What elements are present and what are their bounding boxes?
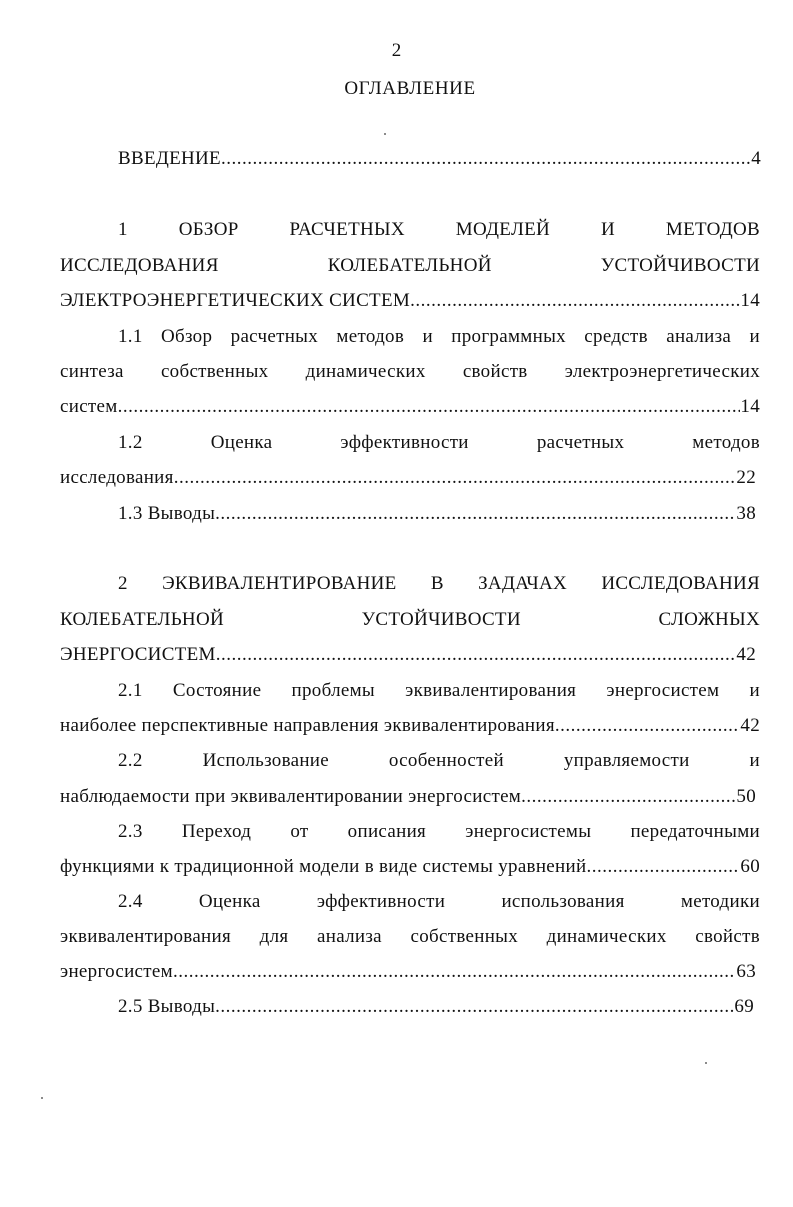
word: синтеза	[60, 361, 124, 382]
toc-section-2-3-line-2[interactable]	[60, 852, 760, 882]
word: от	[290, 821, 309, 842]
page-number: 2	[391, 40, 402, 61]
word: расчетных	[230, 326, 319, 347]
page-title: ОГЛАВЛЕНИЕ	[344, 78, 476, 99]
word: расчетных	[536, 432, 625, 453]
word: динамических	[305, 361, 426, 382]
toc-section-2-4-line-2[interactable]	[60, 922, 760, 952]
toc-page-number: 4	[751, 148, 761, 169]
word: ОБЗОР	[178, 219, 239, 240]
word: и	[749, 326, 760, 347]
word: Использование	[202, 750, 329, 771]
word: 1	[118, 219, 128, 240]
leader-dots	[555, 711, 740, 741]
toc-chapter-2-line-3[interactable]	[60, 640, 756, 670]
leader-dots	[216, 640, 737, 670]
word: 1.1	[118, 326, 143, 347]
word: методов	[336, 326, 405, 347]
word: МОДЕЛЕЙ	[455, 219, 551, 240]
leader-dots	[521, 782, 736, 812]
word: Обзор	[161, 326, 213, 347]
toc-entry-title: наблюдаемости при эквивалентировании энергосистем	[60, 786, 522, 807]
toc-section-2-2-line-1[interactable]	[118, 746, 760, 776]
toc-page-number: 50	[736, 786, 756, 807]
word: ИССЛЕДОВАНИЯ	[601, 573, 760, 594]
word: и	[749, 680, 760, 701]
word: СЛОЖНЫХ	[658, 609, 760, 630]
leader-dots	[173, 957, 736, 987]
toc-page-number: 60	[740, 856, 760, 877]
scan-speck	[41, 1097, 43, 1099]
word: собственных	[160, 361, 269, 382]
scan-speck	[384, 133, 386, 135]
word: эффективности	[316, 891, 446, 912]
toc-section-1-3[interactable]	[118, 499, 756, 529]
toc-page-number: 14	[740, 290, 760, 311]
word: эквивалентирования	[405, 680, 577, 701]
toc-page-number: 63	[736, 961, 756, 982]
toc-page-number: 38	[736, 503, 756, 524]
word: КОЛЕБАТЕЛЬНОЙ	[60, 609, 224, 630]
word: свойств	[462, 361, 528, 382]
word: эквивалентирования	[60, 926, 232, 947]
toc-chapter-2-line-2[interactable]	[60, 605, 760, 635]
leader-dots	[118, 392, 741, 422]
word: Состояние	[172, 680, 262, 701]
toc-chapter-1-line-1[interactable]	[118, 215, 760, 245]
word: анализа	[317, 926, 382, 947]
toc-entry-title: ЭЛЕКТРОЭНЕРГЕТИЧЕСКИХ СИСТЕМ	[60, 290, 411, 311]
word: энергосистем	[606, 680, 720, 701]
word: И	[600, 219, 615, 240]
word: энергосистемы	[465, 821, 592, 842]
word: передаточными	[630, 821, 760, 842]
leader-dots	[215, 992, 734, 1022]
toc-section-2-3-line-1[interactable]	[118, 817, 760, 847]
toc-entry-intro[interactable]	[118, 144, 761, 174]
word: Оценка	[198, 891, 261, 912]
word: собственных	[410, 926, 519, 947]
word: использования	[501, 891, 625, 912]
toc-page-number: 22	[736, 467, 756, 488]
toc-section-1-1-line-1[interactable]	[118, 322, 760, 352]
word: 2.2	[118, 750, 143, 771]
leader-dots	[586, 852, 740, 882]
word: проблемы	[291, 680, 375, 701]
word: 2.1	[118, 680, 143, 701]
word: динамических	[546, 926, 667, 947]
word: ИССЛЕДОВАНИЯ	[60, 255, 219, 276]
word: анализа	[666, 326, 732, 347]
toc-entry-title: наиболее перспективные направления эквивалентирования	[60, 715, 555, 736]
leader-dots	[174, 463, 737, 493]
word: описания	[347, 821, 427, 842]
word: 2	[118, 573, 128, 594]
word: и	[749, 750, 760, 771]
word: В	[430, 573, 444, 594]
toc-section-2-1-line-2[interactable]	[60, 711, 760, 741]
toc-section-1-1-line-2[interactable]	[60, 357, 760, 387]
word: ЭКВИВАЛЕНТИРОВАНИЕ	[162, 573, 397, 594]
leader-dots	[221, 144, 751, 174]
toc-section-2-5[interactable]	[118, 992, 754, 1022]
word: для	[259, 926, 289, 947]
toc-entry-title: 1.3 Выводы	[118, 503, 216, 524]
word: КОЛЕБАТЕЛЬНОЙ	[327, 255, 492, 276]
toc-section-2-4-line-1[interactable]	[118, 887, 760, 917]
toc-page-number: 42	[740, 715, 760, 736]
word: свойств	[695, 926, 760, 947]
toc-page-number: 14	[740, 396, 760, 417]
word: Переход	[181, 821, 252, 842]
word: МЕТОДОВ	[665, 219, 760, 240]
word: программных	[451, 326, 566, 347]
toc-page-number: 69	[734, 996, 754, 1017]
word: 1.2	[118, 432, 143, 453]
leader-dots	[215, 499, 736, 529]
word: управляемости	[563, 750, 690, 771]
toc-section-1-2-line-1[interactable]	[118, 428, 760, 458]
toc-section-2-1-line-1[interactable]	[118, 676, 760, 706]
toc-entry-title: исследования	[60, 467, 174, 488]
leader-dots	[410, 286, 740, 316]
toc-chapter-1-line-3[interactable]	[60, 286, 760, 316]
toc-section-1-2-line-2[interactable]	[60, 463, 756, 493]
word: УСТОЙЧИВОСТИ	[600, 255, 760, 276]
word: средств	[584, 326, 648, 347]
toc-chapter-2-line-1[interactable]	[118, 569, 760, 599]
word: эффективности	[340, 432, 469, 453]
toc-section-2-2-line-2[interactable]	[60, 782, 756, 812]
word: Оценка	[210, 432, 273, 453]
word: УСТОЙЧИВОСТИ	[361, 609, 521, 630]
toc-page-number: 42	[736, 644, 756, 665]
word: особенностей	[388, 750, 504, 771]
toc-entry-title: функциями к традиционной модели в виде системы уравнений	[60, 856, 587, 877]
toc-entry-title: ЭНЕРГОСИСТЕМ	[60, 644, 216, 665]
toc-section-1-1-line-3[interactable]	[60, 392, 760, 422]
word: методики	[680, 891, 760, 912]
word: РАСЧЕТНЫХ	[289, 219, 405, 240]
toc-entry-title: энергосистем	[60, 961, 173, 982]
toc-entry-title: ВВЕДЕНИЕ	[118, 148, 221, 169]
word: 2.3	[118, 821, 143, 842]
toc-chapter-1-line-2[interactable]	[60, 251, 760, 281]
toc-entry-title: 2.5 Выводы	[118, 996, 216, 1017]
scan-speck	[705, 1062, 707, 1064]
toc-section-2-4-line-3[interactable]	[60, 957, 756, 987]
word: 2.4	[118, 891, 143, 912]
word: ЗАДАЧАХ	[478, 573, 568, 594]
toc-entry-title: систем	[60, 396, 118, 417]
word: методов	[692, 432, 760, 453]
word: и	[422, 326, 433, 347]
word: электроэнергетических	[564, 361, 760, 382]
